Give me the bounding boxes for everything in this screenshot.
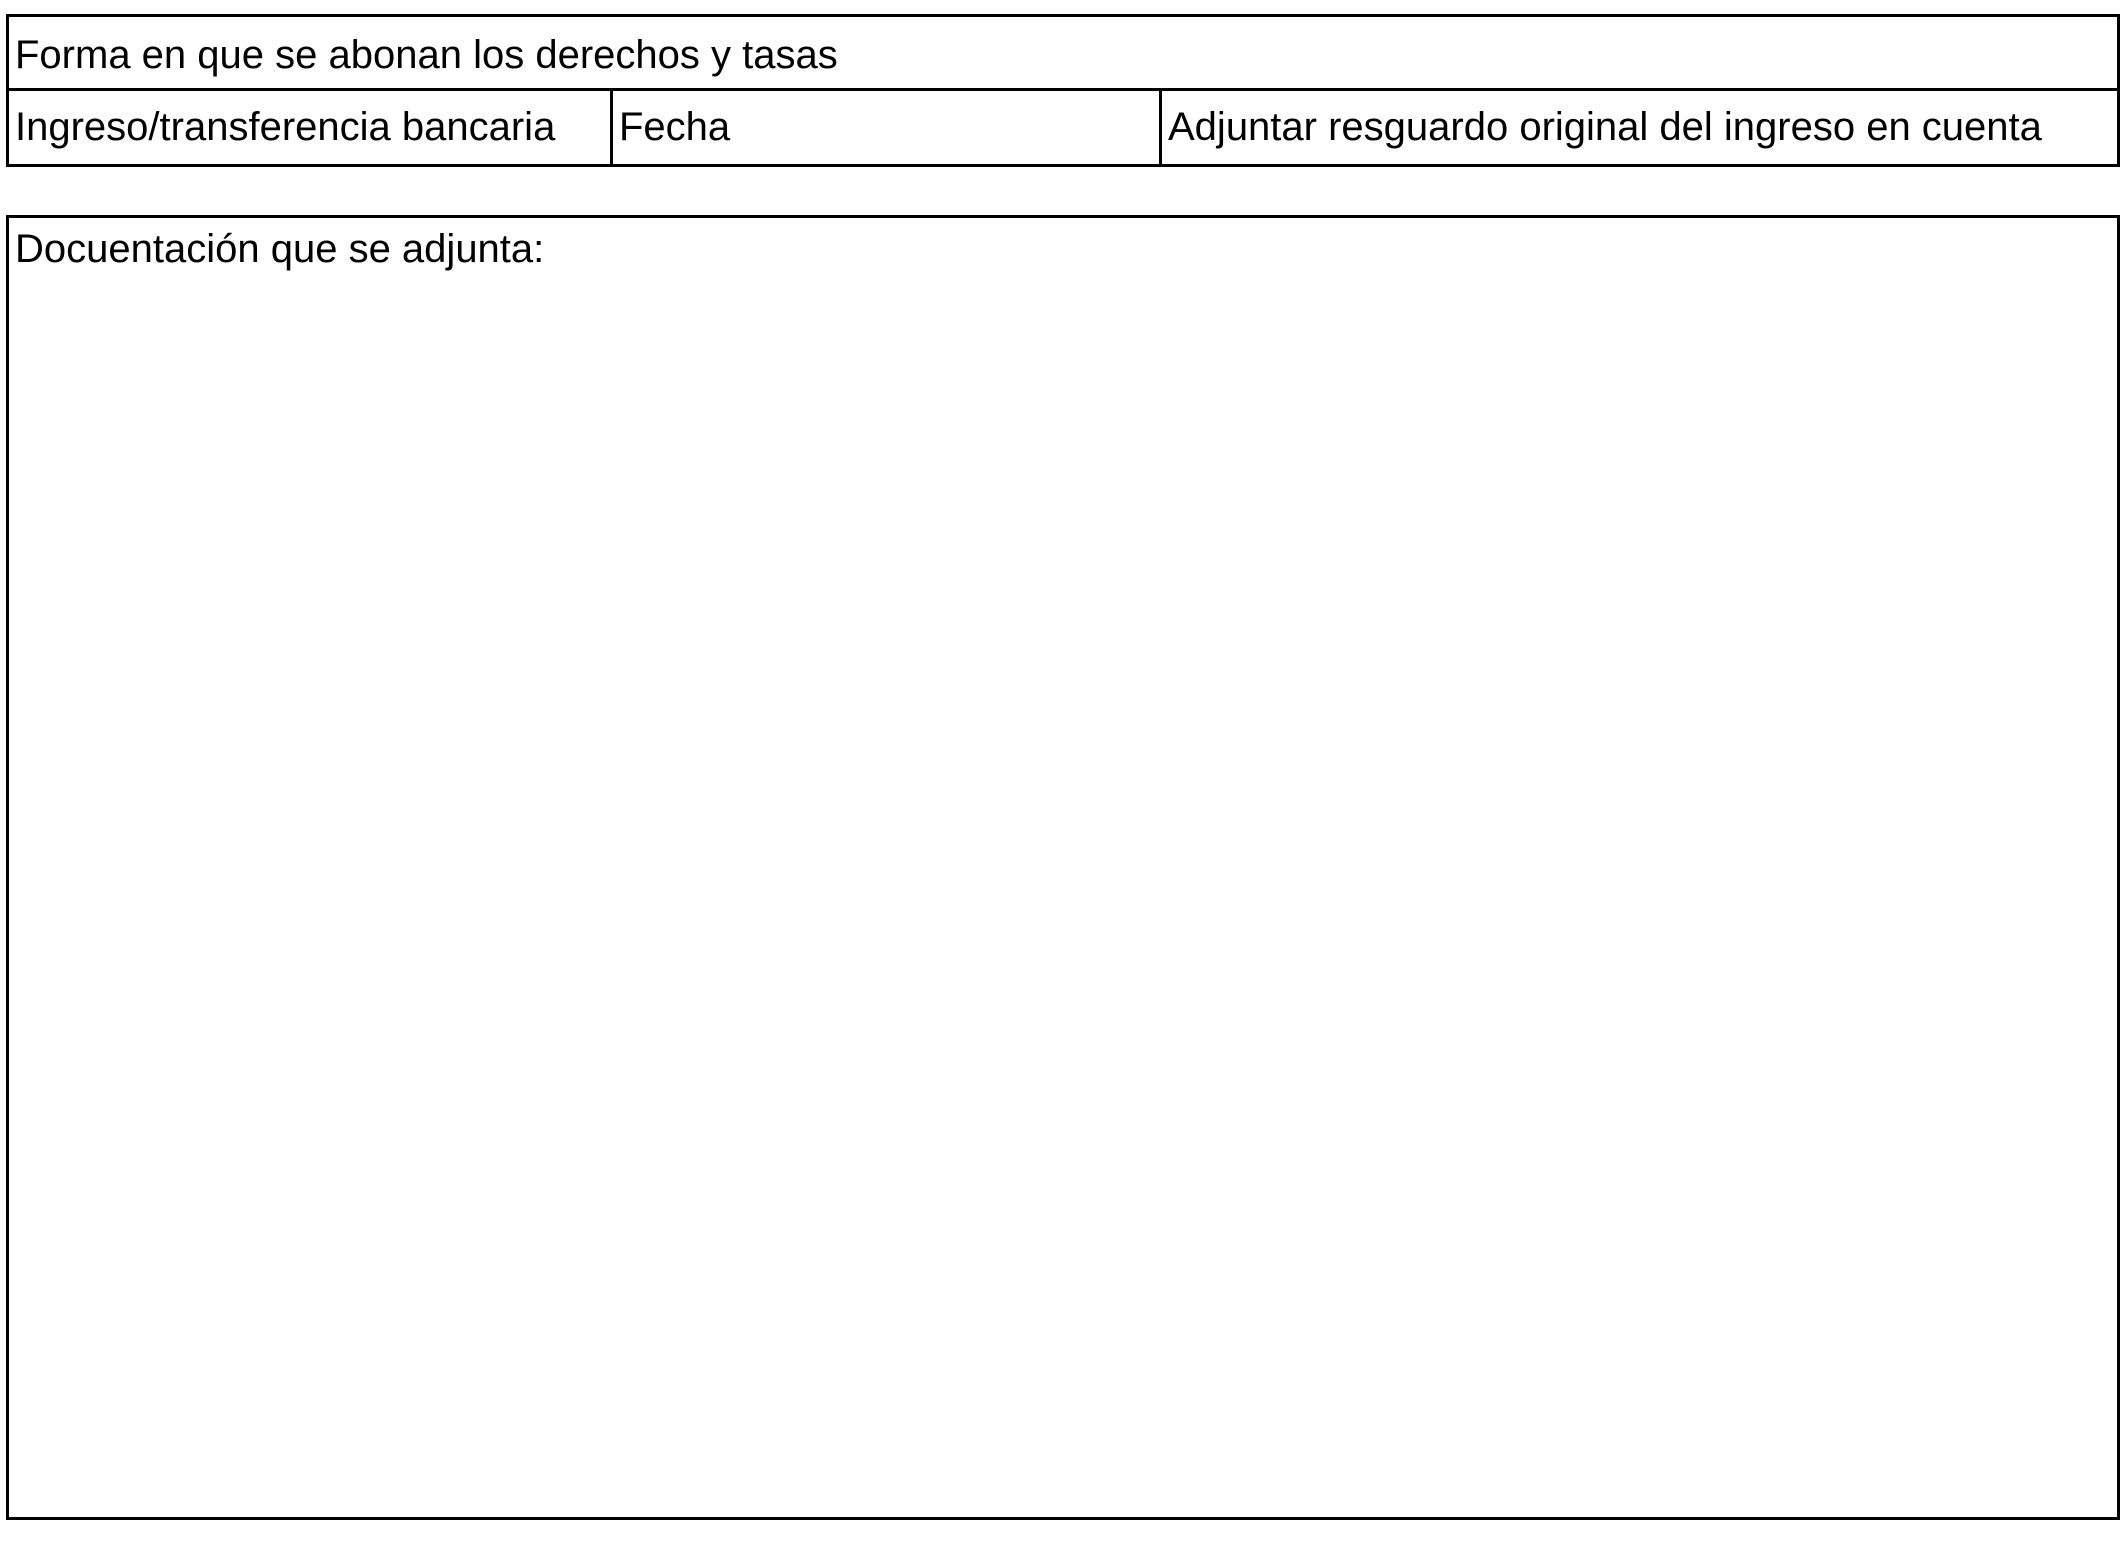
payment-date-label: Fecha (619, 105, 731, 149)
payment-method-cell (9, 91, 613, 164)
payment-method-label: Ingreso/transferencia bancaria (15, 105, 556, 149)
attached-documents-field[interactable] (9, 278, 2117, 1517)
attached-documents-box (6, 215, 2120, 1520)
payment-header-text: Forma en que se abonan los derechos y tasas (15, 33, 838, 77)
payment-header-row (9, 17, 2117, 91)
payment-receipt-note-cell (1162, 91, 2117, 164)
payment-date-field[interactable] (613, 91, 1162, 164)
payment-receipt-note: Adjuntar resguardo original del ingreso en cuenta (1168, 105, 2042, 149)
attached-documents-label: Docuentación que se adjunta: (15, 227, 545, 271)
payment-details-row (9, 91, 2117, 164)
payment-table (6, 14, 2120, 167)
